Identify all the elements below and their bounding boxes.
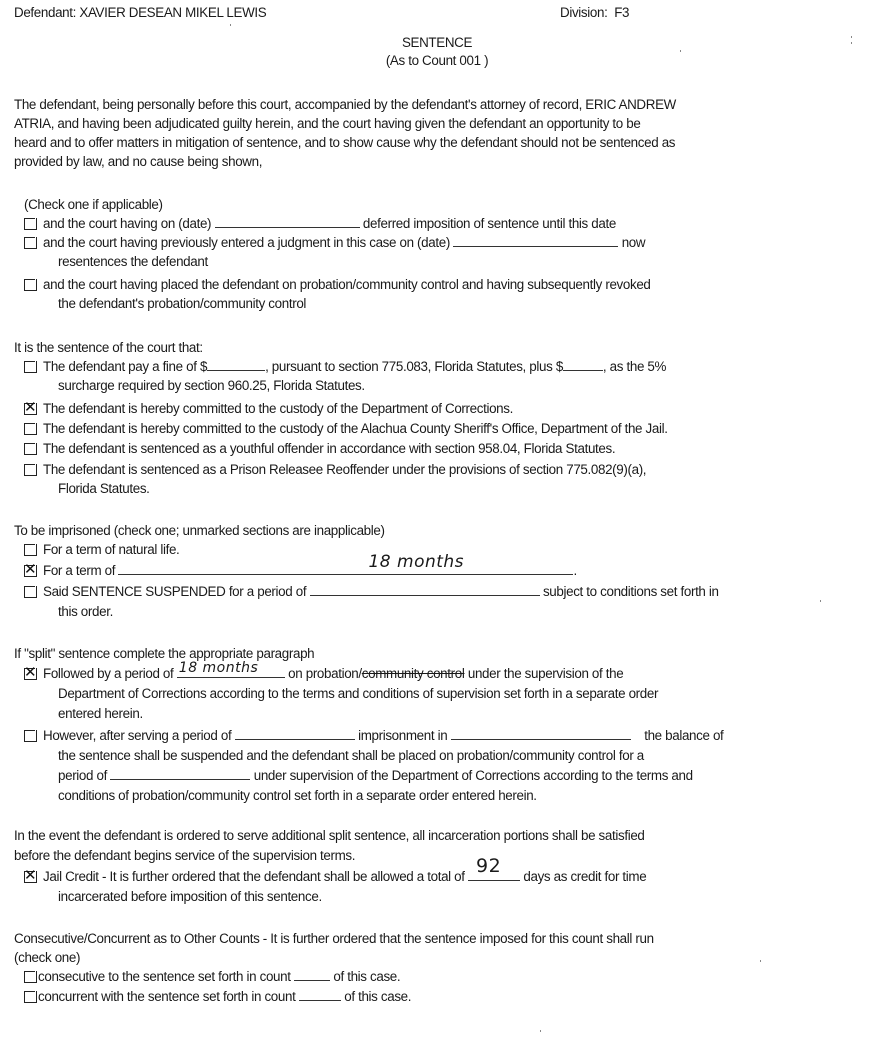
split-however-line2: the sentence shall be suspended and the defendant shall be placed on probation/community control for a — [58, 748, 644, 763]
checkbox[interactable] — [24, 971, 35, 983]
checkbox[interactable] — [24, 423, 35, 435]
term-value: 18 months — [368, 552, 465, 572]
concurrency-line1: Consecutive/Concurrent as to Other Counts - It is further ordered that the sentence imposed for this count shall run — [14, 931, 654, 946]
split-followed-line2: Department of Corrections according to the terms and conditions of supervision set forth in a separate order — [58, 686, 659, 701]
date-blank[interactable] — [453, 234, 618, 247]
prr-cont: Florida Statutes. — [58, 481, 150, 496]
applicable-option-deferred: and the court having on (date) deferred imposition of sentence until this date — [24, 215, 616, 232]
split-followed-line3: entered herein. — [58, 706, 143, 721]
intro-line: The defendant, being personally before this court, accompanied by the defendant's attorney of record, ERIC ANDREW — [14, 97, 676, 112]
fine-blank[interactable] — [207, 358, 265, 371]
imprisoned-heading: To be imprisoned (check one; unmarked sections are inapplicable) — [14, 523, 385, 538]
sentence-option-doc: ✕The defendant is hereby committed to the custody of the Department of Corrections. — [24, 400, 513, 417]
suspended-cont: this order. — [58, 604, 113, 619]
sentence-option-youthful: The defendant is sentenced as a youthful offender in accordance with section 958.04, Florida Statutes. — [24, 440, 615, 457]
scan-speck — [680, 50, 681, 52]
scan-speck — [540, 1030, 541, 1032]
concurrent-option: concurrent with the sentence set forth in count of this case. — [24, 988, 411, 1005]
split-heading: If "split" sentence complete the appropriate paragraph — [14, 646, 315, 661]
credit-days-value: 92 — [476, 855, 502, 877]
checkbox[interactable] — [24, 991, 35, 1003]
scan-speck — [851, 42, 852, 44]
checkbox-checked[interactable] — [24, 565, 35, 577]
suspended-blank[interactable] — [310, 583, 540, 596]
credit-days-field[interactable] — [468, 855, 520, 881]
fine-option: The defendant pay a fine of $ , pursuant to section 775.083, Florida Statutes, plus $ , as the 5% — [24, 358, 666, 375]
split-however-option: However, after serving a period of imprisonment in the balance of — [24, 727, 723, 744]
term-option: ✕For a term of 18 months . — [24, 562, 577, 579]
applicable-cont: resentences the defendant — [58, 254, 208, 269]
split-however-line4: conditions of probation/community control set forth in a separate order entered herein. — [58, 788, 537, 803]
intro-line: heard and to offer matters in mitigation of sentence, and to show cause why the defendant should not be sentenced as — [14, 135, 676, 150]
scan-speck — [851, 36, 852, 38]
intro-line: provided by law, and no cause being shown, — [14, 154, 263, 169]
date-blank[interactable] — [215, 215, 360, 228]
division-header — [560, 5, 629, 20]
scan-speck — [760, 960, 761, 962]
document-subtitle: (As to Count 001 ) — [385, 53, 489, 68]
natural-life-option: For a term of natural life. — [24, 541, 179, 558]
checkbox-checked[interactable] — [24, 403, 35, 415]
checkbox[interactable] — [24, 218, 35, 230]
division-label: Division: — [560, 5, 608, 20]
split-followed-option: ✕Followed by a period of 18 months on probation/community control under the supervision of the — [24, 665, 623, 682]
applicable-option-previous: and the court having previously entered a judgment in this case on (date) now — [24, 234, 645, 251]
probation-period-blank[interactable] — [110, 767, 250, 780]
applicable-option-revoked: and the court having placed the defendant on probation/community control and having subsequently revoked — [24, 276, 651, 293]
probation-period-field[interactable] — [177, 660, 285, 678]
checkbox[interactable] — [24, 361, 35, 373]
imprisonment-place-blank[interactable] — [451, 727, 631, 740]
split-however-line3: period of under supervision of the Department of Corrections according to the terms and — [58, 768, 693, 783]
fine-cont: surcharge required by section 960.25, Florida Statutes. — [58, 378, 365, 393]
checkbox[interactable] — [24, 237, 35, 249]
division-value: F3 — [614, 5, 630, 20]
struck-text: community control — [361, 666, 465, 681]
scan-speck — [230, 24, 231, 26]
jail-credit-option: ✕Jail Credit - It is further ordered that the defendant shall be allowed a total of 92 days as credit for time — [24, 868, 646, 885]
checkbox[interactable] — [24, 586, 35, 598]
sentence-option-prr: The defendant is sentenced as a Prison Releasee Reoffender under the provisions of section 775.082(9)(a), — [24, 461, 646, 478]
defendant-name: XAVIER DESEAN MIKEL LEWIS — [79, 5, 267, 20]
scan-speck — [820, 600, 821, 602]
count-blank[interactable] — [299, 988, 341, 1001]
defendant-label: Defendant: — [14, 5, 77, 20]
intro-line: ATRIA, and having been adjudicated guilty herein, and the court having given the defendant an opportunity to be — [14, 116, 641, 131]
document-title: SENTENCE — [401, 35, 473, 50]
sentence-option-jail: The defendant is hereby committed to the custody of the Alachua County Sheriff's Office, Department of the Jail. — [24, 420, 668, 437]
imprisonment-period-blank[interactable] — [235, 727, 355, 740]
checkbox[interactable] — [24, 464, 35, 476]
surcharge-blank[interactable] — [563, 358, 603, 371]
defendant-header — [14, 5, 266, 20]
concurrency-line2: (check one) — [14, 950, 81, 965]
checkbox[interactable] — [24, 443, 35, 455]
suspended-option: Said SENTENCE SUSPENDED for a period of subject to conditions set forth in — [24, 583, 719, 600]
jail-line1: In the event the defendant is ordered to serve additional split sentence, all incarceration portions shall be satisfied — [14, 828, 645, 843]
checkbox[interactable] — [24, 544, 35, 556]
probation-period-value: 18 months — [178, 660, 259, 676]
consecutive-option: consecutive to the sentence set forth in count of this case. — [24, 968, 400, 985]
jail-credit-cont: incarcerated before imposition of this sentence. — [58, 889, 322, 904]
checkbox-checked[interactable] — [24, 871, 35, 883]
checkbox[interactable] — [24, 279, 35, 291]
count-blank[interactable] — [294, 968, 330, 981]
checkbox-checked[interactable] — [24, 668, 35, 680]
applicable-cont: the defendant's probation/community control — [58, 296, 307, 311]
sentence-heading: It is the sentence of the court that: — [14, 340, 203, 355]
jail-line2: before the defendant begins service of the supervision terms. — [14, 848, 356, 863]
applicable-heading: (Check one if applicable) — [24, 197, 163, 212]
checkbox[interactable] — [24, 730, 35, 742]
